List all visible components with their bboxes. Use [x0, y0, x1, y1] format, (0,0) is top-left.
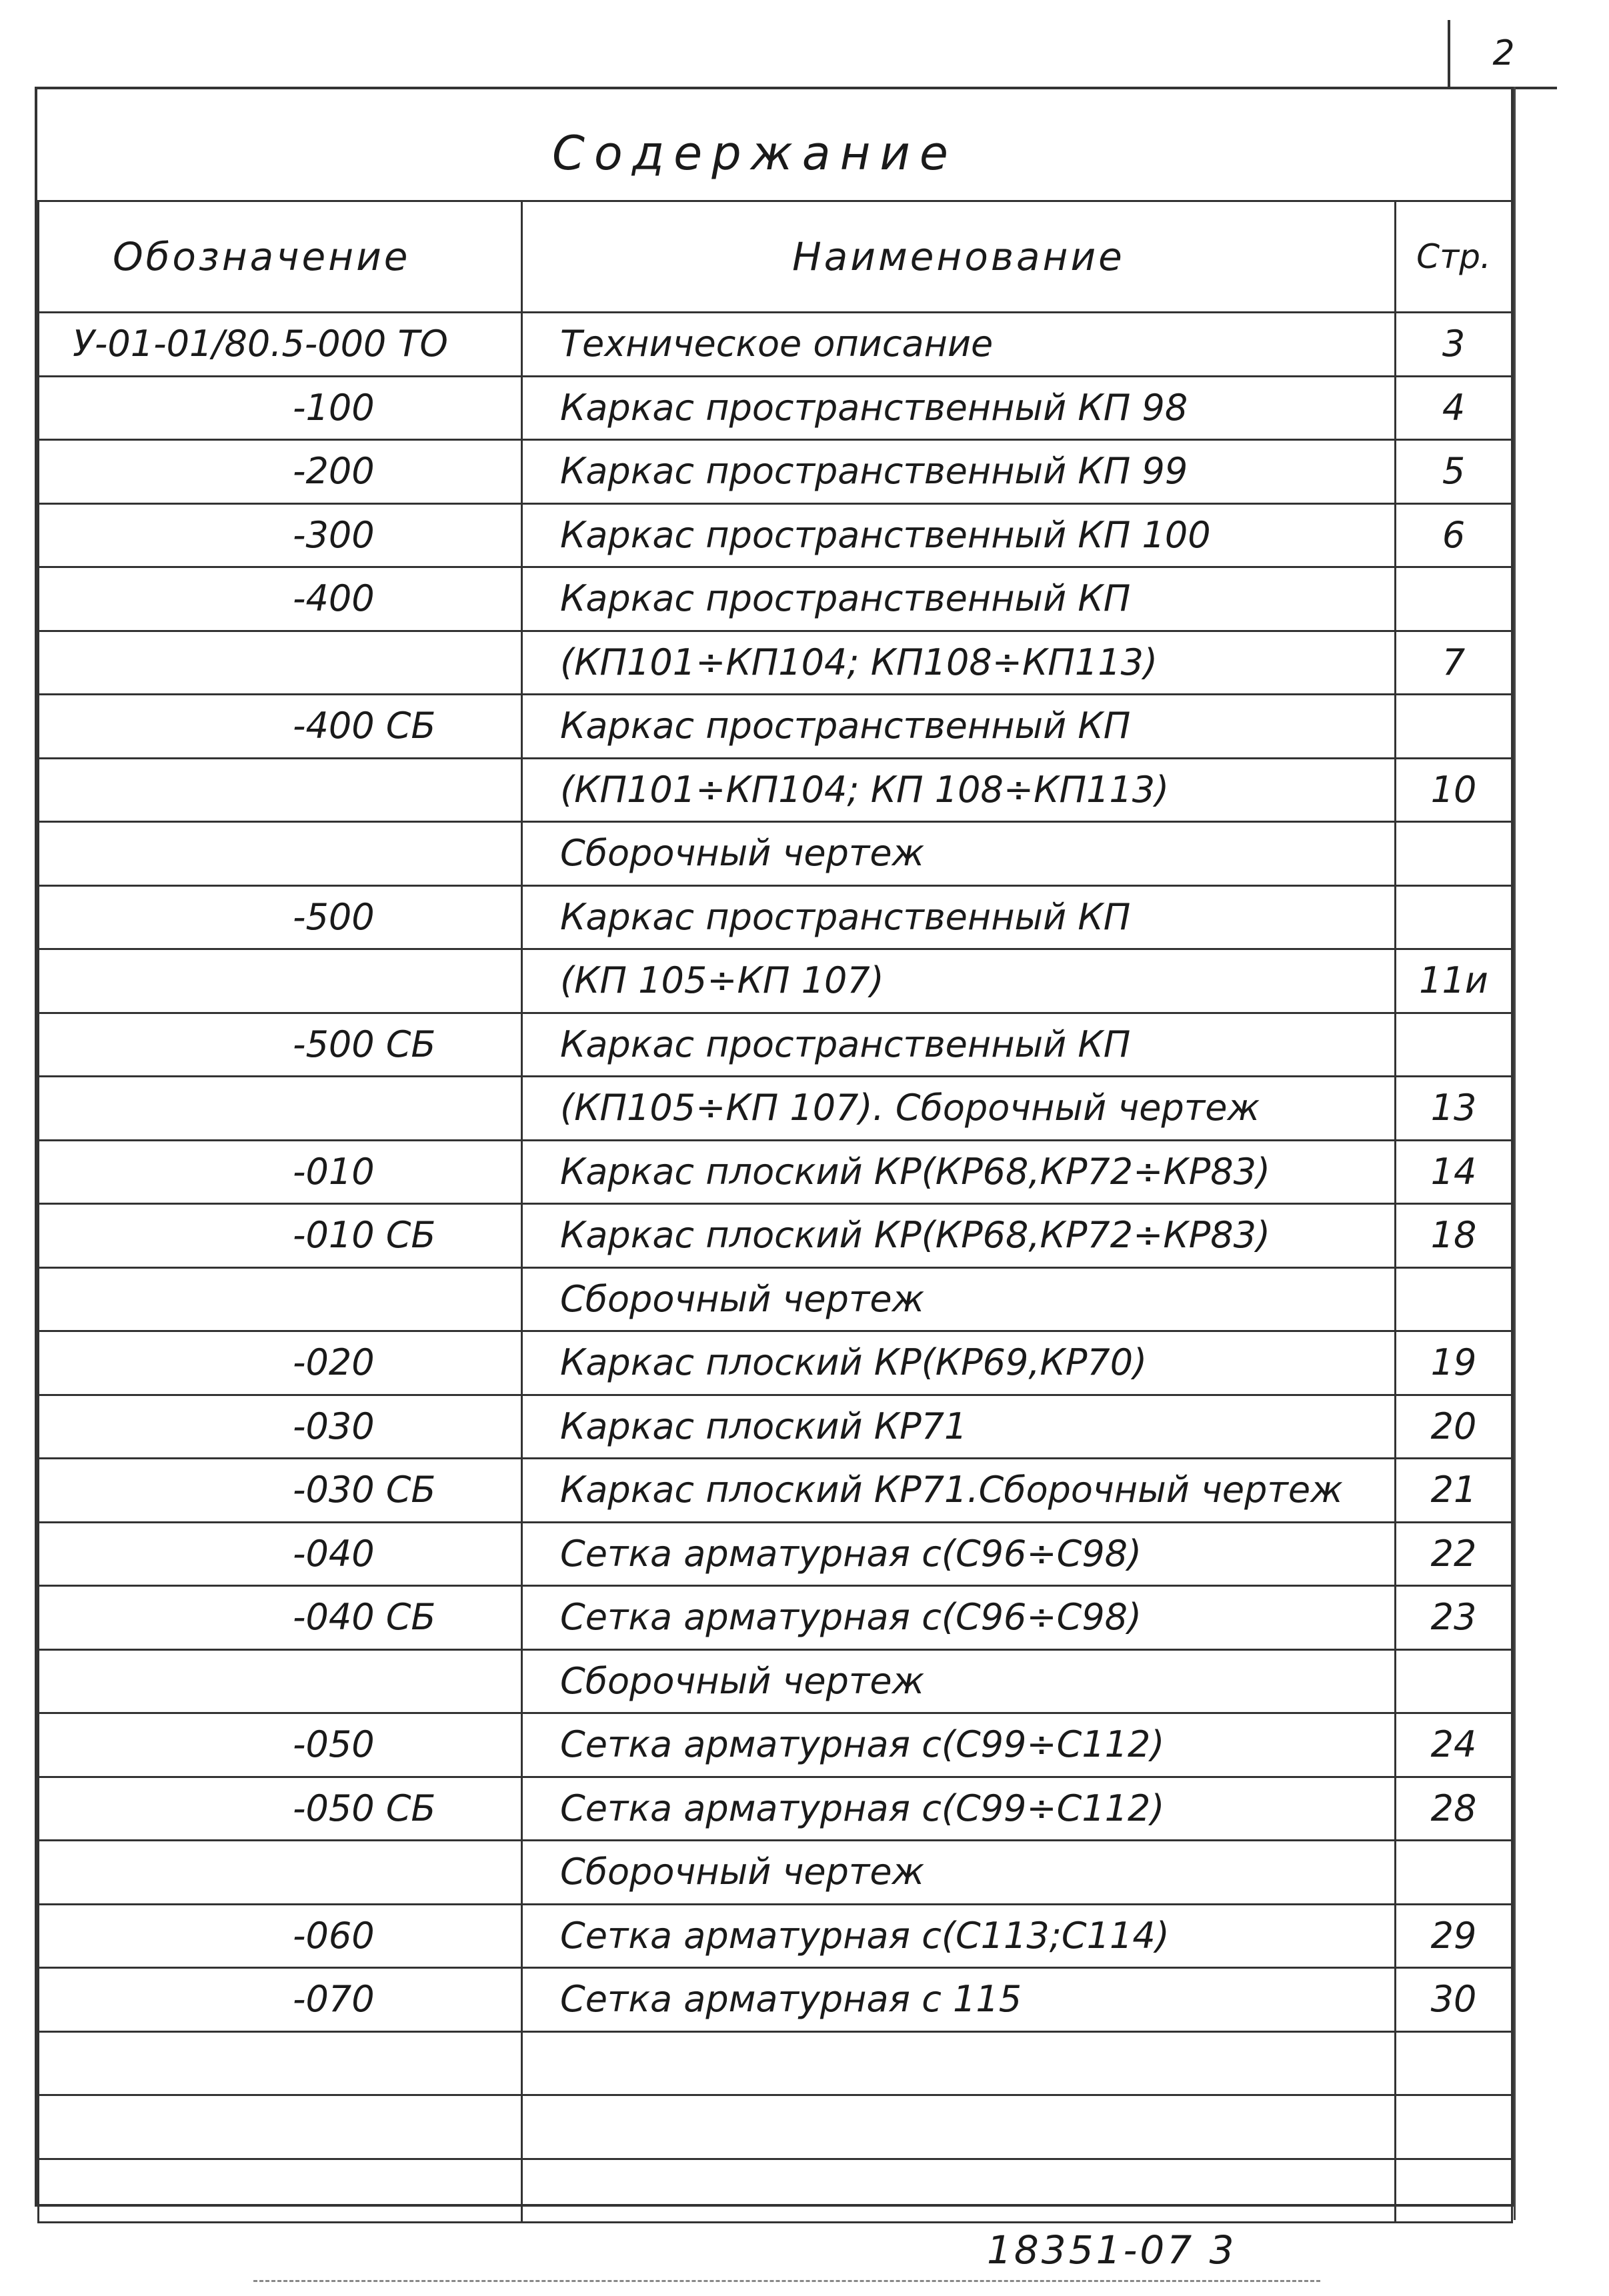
- table-row: [39, 1841, 1512, 1905]
- cell-page: [1396, 1841, 1512, 1905]
- cell-page: 11и: [1396, 949, 1512, 1013]
- cell-name: Каркас пространственный КП: [522, 695, 1396, 759]
- cell-page: [1396, 2031, 1512, 2095]
- header-name: Наименование: [522, 201, 1396, 313]
- cell-designation: [39, 1267, 522, 1331]
- cell-page: [1396, 2095, 1512, 2159]
- table-row: [39, 1267, 1512, 1331]
- cell-designation: -040 СБ: [39, 1586, 522, 1650]
- cell-name: Сетка арматурная с(С99÷С112): [522, 1777, 1396, 1841]
- table-row: [39, 567, 1512, 631]
- cell-name: Каркас пространственный КП: [522, 885, 1396, 949]
- cell-name: Сетка арматурная с 115: [522, 1968, 1396, 2032]
- cell-page: 20: [1396, 1395, 1512, 1459]
- cell-designation: [39, 758, 522, 822]
- cell-designation: -020: [39, 1331, 522, 1395]
- cell-page: 22: [1396, 1522, 1512, 1586]
- table-row: [39, 440, 1512, 504]
- cell-designation: -300: [39, 503, 522, 567]
- cell-designation: -030: [39, 1395, 522, 1459]
- cell-page: [1396, 1013, 1512, 1077]
- table-row: [39, 1777, 1512, 1841]
- table-row: [39, 695, 1512, 759]
- cell-name: Каркас плоский КР(КР69,КР70): [522, 1331, 1396, 1395]
- cell-name: [522, 2095, 1396, 2159]
- cell-name: Сетка арматурная с(С113;С114): [522, 1904, 1396, 1968]
- cell-name: Сборочный чертеж: [522, 1841, 1396, 1905]
- cell-name: Каркас пространственный КП: [522, 567, 1396, 631]
- cell-page: 19: [1396, 1331, 1512, 1395]
- cell-page: 3: [1396, 313, 1512, 377]
- cell-name: Каркас плоский КР71.Сборочный чертеж: [522, 1459, 1396, 1523]
- cell-name: Каркас пространственный КП 98: [522, 376, 1396, 440]
- cell-designation: -040: [39, 1522, 522, 1586]
- cell-page: 30: [1396, 1968, 1512, 2032]
- cell-name: Каркас плоский КР(КР68,КР72÷КР83): [522, 1204, 1396, 1268]
- cell-name: (КП 105÷КП 107): [522, 949, 1396, 1013]
- table-row: [39, 822, 1512, 886]
- cell-designation: [39, 631, 522, 695]
- table-row: [39, 1013, 1512, 1077]
- document-code: 18351-07 3: [987, 2227, 1237, 2273]
- table-row: [39, 758, 1512, 822]
- cell-name: Каркас пространственный КП: [522, 1013, 1396, 1077]
- table-row: [39, 1331, 1512, 1395]
- cell-name: Сборочный чертеж: [522, 1267, 1396, 1331]
- cell-name: Каркас пространственный КП 100: [522, 503, 1396, 567]
- cell-page: 10: [1396, 758, 1512, 822]
- cell-name: Каркас плоский КР(КР68,КР72÷КР83): [522, 1140, 1396, 1204]
- cell-designation: -010: [39, 1140, 522, 1204]
- cell-name: [522, 2031, 1396, 2095]
- cell-name: Сетка арматурная с(С96÷С98): [522, 1522, 1396, 1586]
- header-page: Стр.: [1396, 201, 1512, 313]
- cell-page: 23: [1396, 1586, 1512, 1650]
- cell-name: [522, 2159, 1396, 2223]
- cell-page: [1396, 2159, 1512, 2223]
- cell-designation: [39, 1841, 522, 1905]
- cell-designation: [39, 2159, 522, 2223]
- table-row: [39, 1586, 1512, 1650]
- contents-body: [39, 313, 1512, 2223]
- cell-designation: -200: [39, 440, 522, 504]
- cell-name: Сетка арматурная с(С99÷С112): [522, 1713, 1396, 1777]
- cell-page: [1396, 567, 1512, 631]
- cell-designation: [39, 1649, 522, 1713]
- cell-page: 5: [1396, 440, 1512, 504]
- table-row: [39, 885, 1512, 949]
- table-row: [39, 1077, 1512, 1141]
- cell-page: 24: [1396, 1713, 1512, 1777]
- table-row: [39, 1522, 1512, 1586]
- cell-designation: -030 СБ: [39, 1459, 522, 1523]
- cell-designation: [39, 1077, 522, 1141]
- table-row: [39, 949, 1512, 1013]
- cell-designation: -070: [39, 1968, 522, 2032]
- cell-page: 28: [1396, 1777, 1512, 1841]
- cell-designation: -500: [39, 885, 522, 949]
- table-row: [39, 1459, 1512, 1523]
- contents-table: [37, 200, 1513, 2223]
- table-header-row: [39, 201, 1512, 313]
- cell-page: 14: [1396, 1140, 1512, 1204]
- cell-designation: -050 СБ: [39, 1777, 522, 1841]
- cell-name: (КП105÷КП 107). Сборочный чертеж: [522, 1077, 1396, 1141]
- cell-page: 18: [1396, 1204, 1512, 1268]
- page-number: 2: [1448, 20, 1557, 89]
- table-row: [39, 1140, 1512, 1204]
- table-row: [39, 1904, 1512, 1968]
- table-row: [39, 1395, 1512, 1459]
- cell-designation: -500 СБ: [39, 1013, 522, 1077]
- cell-designation: -400: [39, 567, 522, 631]
- cell-designation: -050: [39, 1713, 522, 1777]
- cell-page: 6: [1396, 503, 1512, 567]
- table-row: [39, 1204, 1512, 1268]
- cell-page: 4: [1396, 376, 1512, 440]
- cell-designation: [39, 2031, 522, 2095]
- cell-designation: У-01-01/80.5-000 ТО: [39, 313, 522, 377]
- cell-page: [1396, 1649, 1512, 1713]
- table-row: [39, 631, 1512, 695]
- cell-name: (КП101÷КП104; КП 108÷КП113): [522, 758, 1396, 822]
- cell-page: [1396, 885, 1512, 949]
- cell-page: [1396, 695, 1512, 759]
- cell-designation: [39, 822, 522, 886]
- cell-name: Сборочный чертеж: [522, 822, 1396, 886]
- cell-page: 29: [1396, 1904, 1512, 1968]
- cell-page: 7: [1396, 631, 1512, 695]
- cell-page: 13: [1396, 1077, 1512, 1141]
- document-title: Содержание: [552, 126, 958, 181]
- table-row: [39, 1713, 1512, 1777]
- table-row: [39, 313, 1512, 377]
- cell-name: Техническое описание: [522, 313, 1396, 377]
- table-row: [39, 2159, 1512, 2223]
- cell-page: 21: [1396, 1459, 1512, 1523]
- table-row: [39, 1968, 1512, 2032]
- cell-designation: -400 СБ: [39, 695, 522, 759]
- table-row: [39, 1649, 1512, 1713]
- cell-designation: [39, 949, 522, 1013]
- footer-line: [253, 2280, 1320, 2283]
- cell-designation: -010 СБ: [39, 1204, 522, 1268]
- cell-name: Каркас пространственный КП 99: [522, 440, 1396, 504]
- cell-designation: -100: [39, 376, 522, 440]
- table-row: [39, 2031, 1512, 2095]
- cell-designation: [39, 2095, 522, 2159]
- table-row: [39, 503, 1512, 567]
- cell-name: (КП101÷КП104; КП108÷КП113): [522, 631, 1396, 695]
- table-row: [39, 2095, 1512, 2159]
- cell-name: Каркас плоский КР71: [522, 1395, 1396, 1459]
- cell-name: Сетка арматурная с(С96÷С98): [522, 1586, 1396, 1650]
- cell-designation: -060: [39, 1904, 522, 1968]
- cell-page: [1396, 1267, 1512, 1331]
- header-designation: Обозначение: [39, 201, 522, 313]
- cell-name: Сборочный чертеж: [522, 1649, 1396, 1713]
- cell-page: [1396, 822, 1512, 886]
- table-row: [39, 376, 1512, 440]
